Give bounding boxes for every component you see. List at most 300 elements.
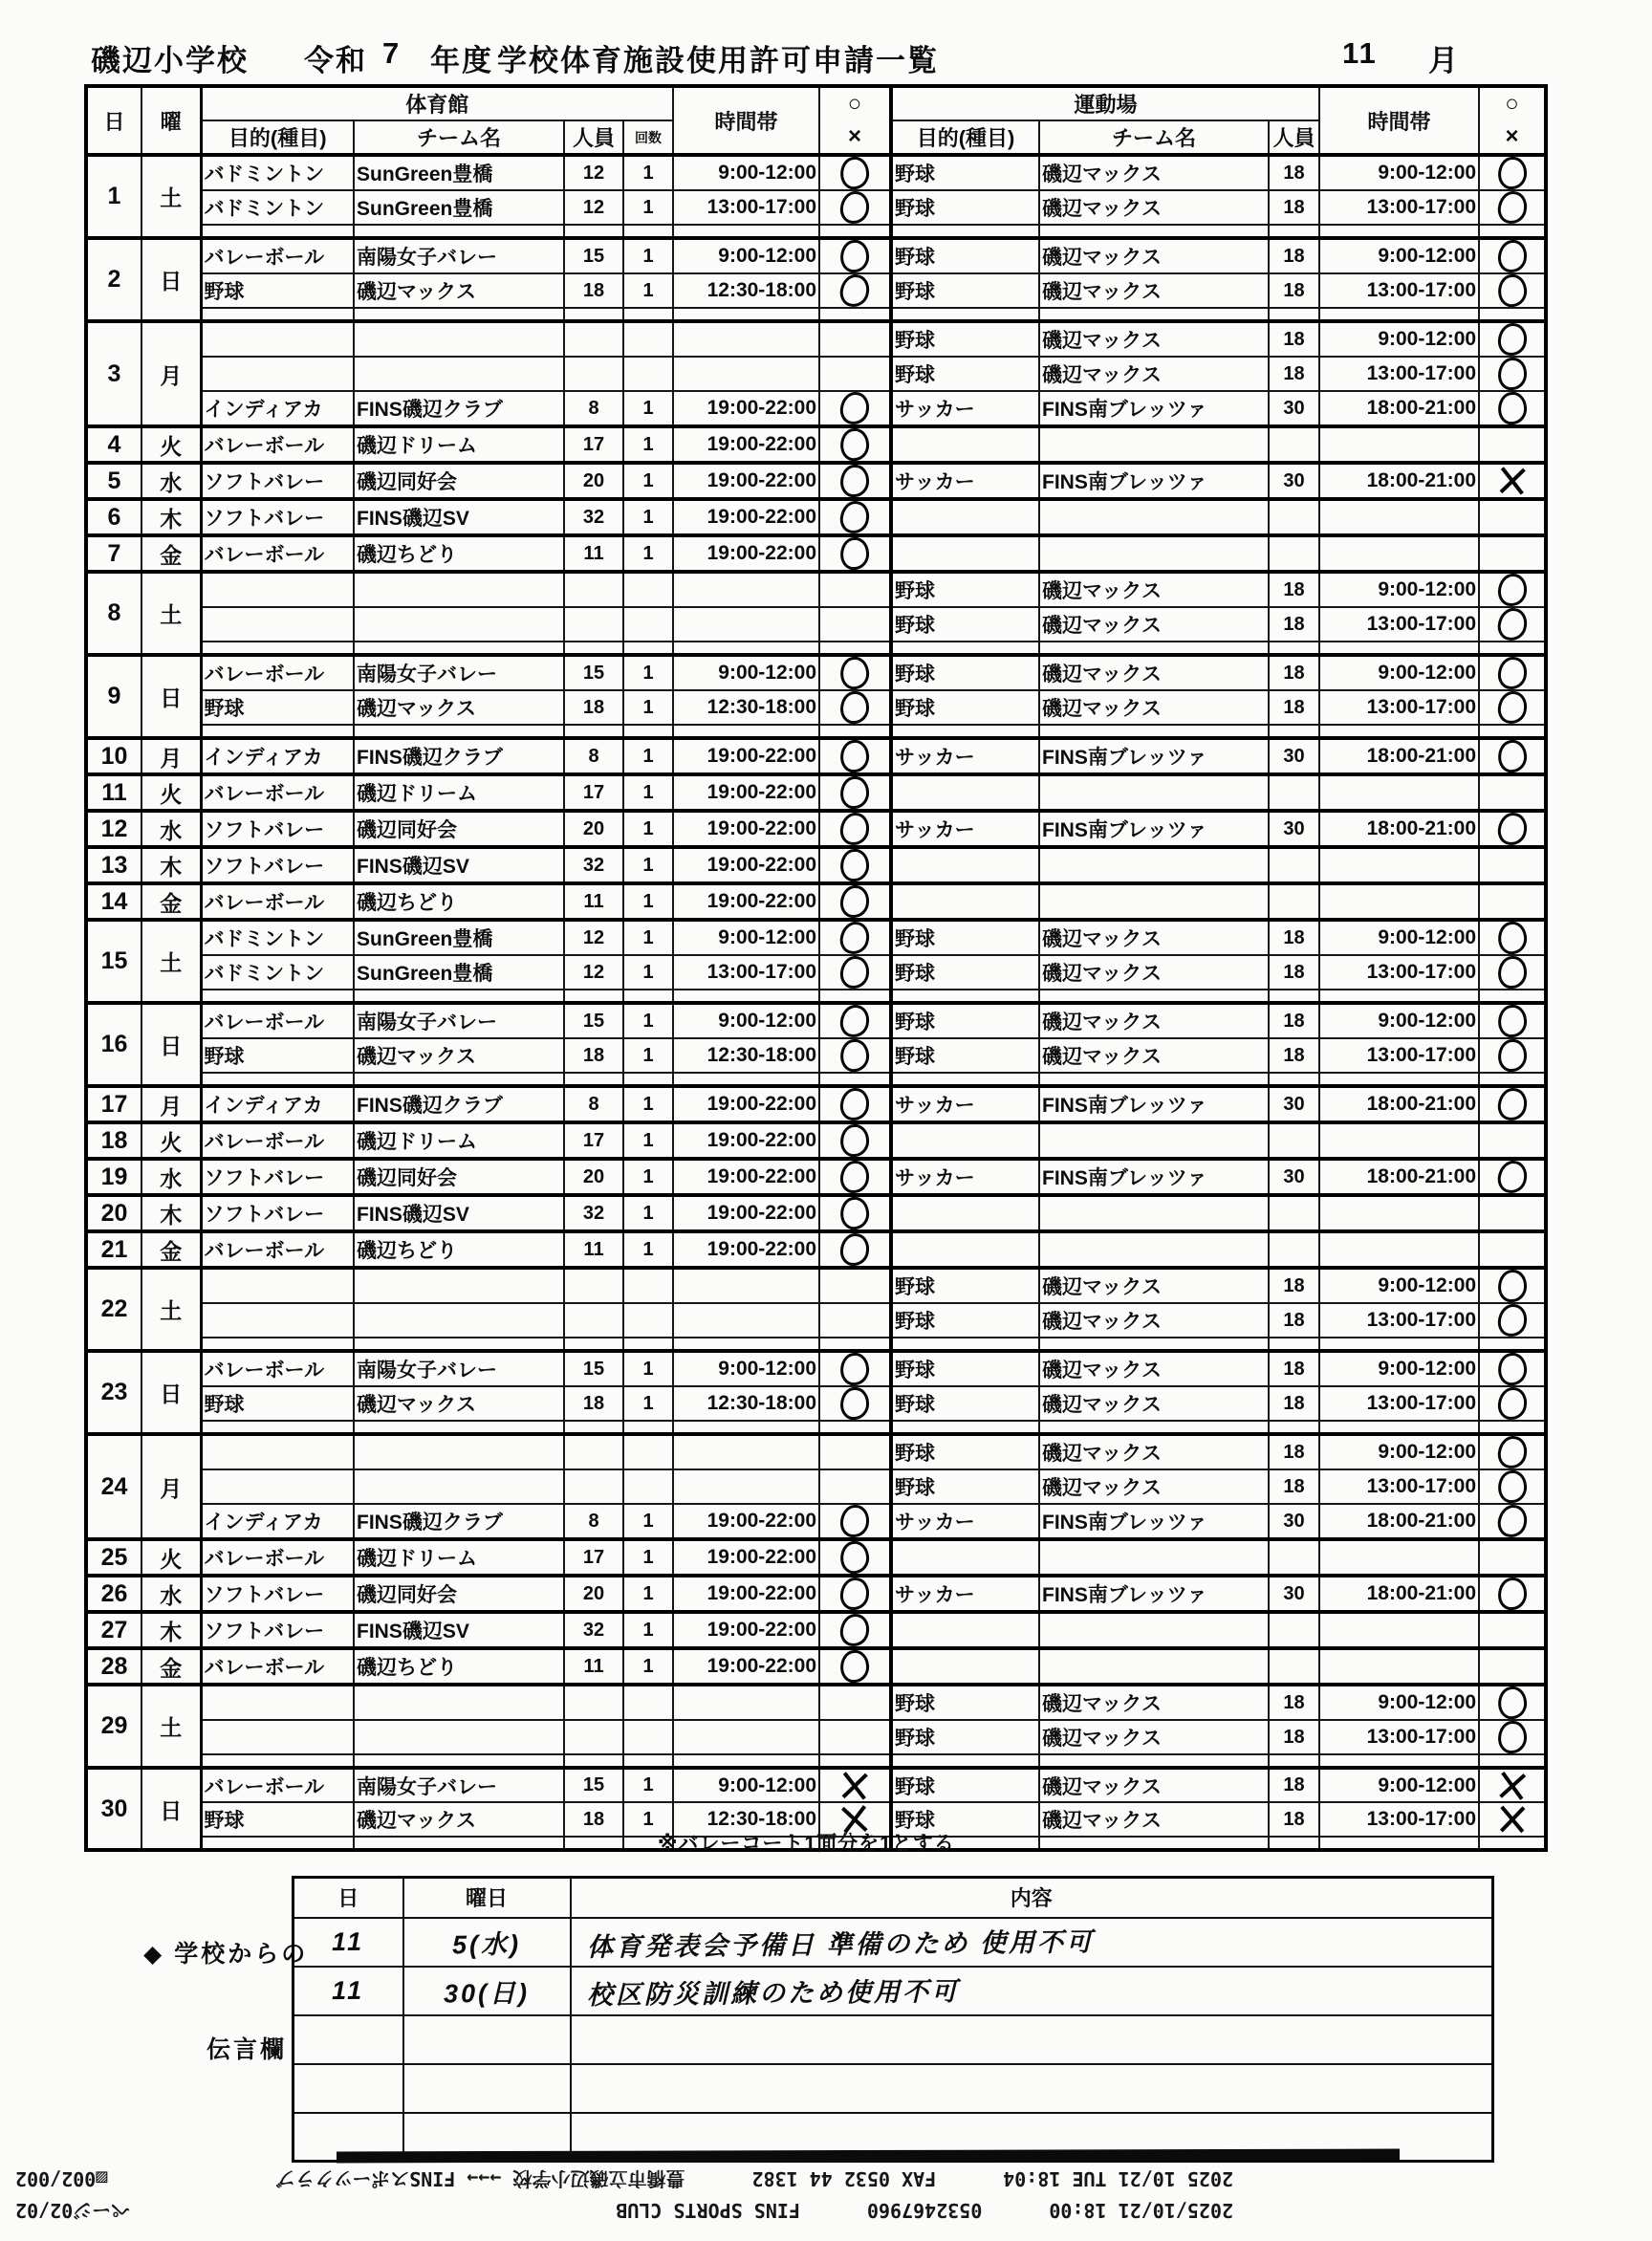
gym-people-cell: 32	[564, 1612, 623, 1648]
gym-team-cell: FINS磯辺クラブ	[354, 391, 564, 426]
gym-people-cell: 11	[564, 535, 623, 572]
gym-count-cell: 1	[623, 426, 673, 463]
ground-time-cell: 13:00-17:00	[1319, 690, 1479, 725]
gym-mark-cell	[819, 1303, 891, 1338]
gym-purpose-cell	[201, 642, 354, 655]
fax-footer-sender-line	[15, 2163, 1635, 2194]
ground-time-cell	[1319, 1231, 1479, 1268]
message-text: 5(水)	[451, 1929, 522, 1959]
message-table-body	[293, 1918, 1493, 2162]
gym-time-cell: 9:00-12:00	[673, 655, 819, 690]
gym-team-cell	[354, 1720, 564, 1754]
ground-purpose-cell	[891, 642, 1039, 655]
ground-mark-cell	[1479, 1648, 1546, 1685]
gym-count-cell	[623, 1754, 673, 1768]
ground-mark-cell	[1479, 847, 1546, 883]
day-cell: 24	[86, 1434, 141, 1539]
ground-time-cell: 9:00-12:00	[1319, 655, 1479, 690]
gym-team-cell: SunGreen豊橋	[354, 190, 564, 225]
approval-circle-mark	[839, 391, 871, 425]
gym-purpose-cell: バレーボール	[201, 1003, 354, 1038]
ground-purpose-cell: 野球	[891, 955, 1039, 990]
schedule-row	[86, 1268, 1546, 1303]
ground-people-cell: 18	[1269, 690, 1319, 725]
gym-mark-cell	[819, 642, 891, 655]
ground-purpose-cell	[891, 499, 1039, 535]
gym-time-cell	[673, 1685, 819, 1720]
gym-mark-cell	[819, 1231, 891, 1268]
ground-mark-cell	[1479, 1434, 1546, 1469]
gym-time-cell: 19:00-22:00	[673, 1576, 819, 1612]
gym-purpose-cell: インディアカ	[201, 1504, 354, 1539]
day-cell: 22	[86, 1268, 141, 1351]
gym-people-cell: 12	[564, 190, 623, 225]
gym-team-cell: 南陽女子バレー	[354, 1003, 564, 1038]
approval-circle-mark	[1497, 1269, 1527, 1302]
ground-mark-cell	[1479, 155, 1546, 190]
ground-purpose-cell: 野球	[891, 190, 1039, 225]
gym-mark-cell	[819, 725, 891, 738]
day-cell: 3	[86, 321, 141, 426]
gym-count-cell: 1	[623, 1195, 673, 1231]
ground-purpose-cell	[891, 535, 1039, 572]
gym-count-cell	[623, 642, 673, 655]
gym-time-cell	[673, 607, 819, 642]
ground-mark-cell	[1479, 607, 1546, 642]
message-row	[293, 2064, 1493, 2113]
gym-time-cell	[673, 1073, 819, 1086]
gym-count-cell: 1	[623, 535, 673, 572]
ground-team-cell: 磯辺マックス	[1039, 1268, 1269, 1303]
ground-purpose-cell	[891, 847, 1039, 883]
ground-team-cell	[1039, 774, 1269, 811]
ground-purpose-cell	[891, 308, 1039, 321]
day-cell: 18	[86, 1122, 141, 1159]
ground-mark-cell	[1479, 1802, 1546, 1837]
ground-time-cell: 9:00-12:00	[1319, 572, 1479, 607]
ground-purpose-cell: 野球	[891, 1351, 1039, 1386]
schedule-row	[86, 321, 1546, 357]
weekday-cell: 水	[141, 1159, 201, 1195]
ground-purpose-cell	[891, 1421, 1039, 1434]
gym-time-cell: 19:00-22:00	[673, 847, 819, 883]
ground-time-cell: 18:00-21:00	[1319, 1159, 1479, 1195]
ground-purpose-cell: 野球	[891, 1469, 1039, 1504]
gym-time-cell: 19:00-22:00	[673, 463, 819, 499]
gym-time-cell: 12:30-18:00	[673, 690, 819, 725]
gym-count-cell: 1	[623, 1576, 673, 1612]
rejection-x-mark	[1498, 1806, 1526, 1834]
gym-purpose-cell: 野球	[201, 273, 354, 308]
gym-people-cell: 18	[564, 690, 623, 725]
approval-circle-mark	[1497, 156, 1528, 190]
schedule-row	[86, 1195, 1546, 1231]
ground-team-cell	[1039, 1338, 1269, 1351]
gym-team-cell: FINS磯辺クラブ	[354, 738, 564, 774]
ground-people-cell: 18	[1269, 1303, 1319, 1338]
schedule-row	[86, 1351, 1546, 1386]
ground-people-cell: 30	[1269, 1086, 1319, 1122]
approval-circle-mark	[1496, 391, 1528, 425]
ground-people-cell	[1269, 1195, 1319, 1231]
ground-team-cell: FINS南ブレッツァ	[1039, 1086, 1269, 1122]
approval-circle-mark	[838, 1195, 871, 1231]
gym-purpose-cell	[201, 607, 354, 642]
gym-mark-cell	[819, 225, 891, 238]
gym-mark-cell	[819, 572, 891, 607]
approval-circle-mark	[1496, 1685, 1529, 1720]
gym-time-cell	[673, 321, 819, 357]
gym-people-cell	[564, 1837, 623, 1850]
ground-purpose-cell: 野球	[891, 607, 1039, 642]
gym-time-cell: 19:00-22:00	[673, 738, 819, 774]
gym-mark-cell	[819, 883, 891, 920]
gym-team-cell: 磯辺マックス	[354, 690, 564, 725]
ground-purpose-cell: 野球	[891, 1720, 1039, 1754]
approval-circle-mark	[838, 655, 871, 690]
gym-team-cell	[354, 1434, 564, 1469]
ground-people-cell	[1269, 642, 1319, 655]
schedule-row	[86, 273, 1546, 308]
gym-purpose-cell: バドミントン	[201, 920, 354, 955]
gym-people-cell	[564, 1338, 623, 1351]
gym-mark-cell	[819, 1351, 891, 1386]
ground-time-cell: 18:00-21:00	[1319, 738, 1479, 774]
ground-mark-cell	[1479, 535, 1546, 572]
gym-people-cell	[564, 607, 623, 642]
weekday-cell: 水	[141, 1576, 201, 1612]
schedule-row	[86, 690, 1546, 725]
schedule-row	[86, 1421, 1546, 1434]
approval-circle-mark	[1495, 1159, 1528, 1195]
gym-count-cell: 1	[623, 1038, 673, 1073]
schedule-row	[86, 1159, 1546, 1195]
ground-mark-cell	[1479, 1195, 1546, 1231]
gym-team-cell	[354, 642, 564, 655]
gym-count-cell: 1	[623, 155, 673, 190]
gym-count-cell: 1	[623, 1122, 673, 1159]
gym-purpose-cell: バドミントン	[201, 190, 354, 225]
weekday-cell: 月	[141, 738, 201, 774]
ground-purpose-cell: 野球	[891, 1268, 1039, 1303]
gym-count-cell	[623, 1303, 673, 1338]
gym-time-cell: 19:00-22:00	[673, 535, 819, 572]
gym-time-cell: 19:00-22:00	[673, 811, 819, 847]
ground-people-cell: 18	[1269, 1386, 1319, 1421]
day-cell: 7	[86, 535, 141, 572]
gym-count-cell: 1	[623, 1003, 673, 1038]
day-cell: 2	[86, 238, 141, 321]
message-row	[293, 2015, 1493, 2064]
gym-count-cell: 1	[623, 499, 673, 535]
gym-mark-cell	[819, 1469, 891, 1504]
ground-team-cell	[1039, 725, 1269, 738]
gym-time-cell	[673, 1754, 819, 1768]
gym-team-cell: 磯辺ドリーム	[354, 1122, 564, 1159]
gym-people-cell: 20	[564, 1159, 623, 1195]
gym-purpose-cell: バレーボール	[201, 1231, 354, 1268]
approval-circle-mark	[839, 955, 870, 990]
gym-count-cell: 1	[623, 391, 673, 426]
gym-count-cell: 1	[623, 847, 673, 883]
ground-team-cell: 磯辺マックス	[1039, 1351, 1269, 1386]
approval-circle-mark	[839, 848, 871, 882]
ground-time-cell	[1319, 1421, 1479, 1434]
ground-people-cell	[1269, 1539, 1319, 1576]
gym-time-cell: 9:00-12:00	[673, 920, 819, 955]
gym-team-cell: 磯辺ドリーム	[354, 1539, 564, 1576]
ground-purpose-cell: 野球	[891, 1768, 1039, 1802]
gym-mark-cell	[819, 535, 891, 572]
gym-time-cell: 19:00-22:00	[673, 1231, 819, 1268]
weekday-cell: 土	[141, 572, 201, 655]
ground-time-cell	[1319, 1539, 1479, 1576]
gym-time-cell	[673, 1469, 819, 1504]
schedule-row	[86, 1576, 1546, 1612]
ground-team-cell: 磯辺マックス	[1039, 1720, 1269, 1754]
gym-mark-cell	[819, 1003, 891, 1038]
ground-people-cell	[1269, 1073, 1319, 1086]
day-cell: 21	[86, 1231, 141, 1268]
ground-people-cell: 18	[1269, 1768, 1319, 1802]
gym-time-cell	[673, 725, 819, 738]
gym-mark-cell	[819, 1768, 891, 1802]
nendo-label: 年度	[430, 44, 493, 77]
message-text: 11	[332, 1926, 365, 1956]
schedule-row	[86, 1648, 1546, 1685]
gym-time-cell	[673, 225, 819, 238]
approval-circle-mark	[1496, 1303, 1528, 1338]
day-cell: 15	[86, 920, 141, 1003]
day-cell: 19	[86, 1159, 141, 1195]
gym-time-cell: 19:00-22:00	[673, 499, 819, 535]
gym-purpose-cell: バレーボール	[201, 1539, 354, 1576]
schedule-row	[86, 1612, 1546, 1648]
gym-mark-cell	[819, 1159, 891, 1195]
approval-circle-mark	[1496, 1469, 1528, 1504]
gym-people-cell: 12	[564, 955, 623, 990]
weekday-cell: 月	[141, 1434, 201, 1539]
schedule-row	[86, 1303, 1546, 1338]
day-cell: 27	[86, 1612, 141, 1648]
header-gym-ng-mark: ×	[819, 120, 891, 155]
ground-time-cell: 9:00-12:00	[1319, 238, 1479, 273]
gym-count-cell	[623, 572, 673, 607]
gym-mark-cell	[819, 190, 891, 225]
gym-people-cell	[564, 1685, 623, 1720]
message-weekday-cell	[403, 2064, 571, 2113]
gym-purpose-cell	[201, 1754, 354, 1768]
month-number: 11	[1342, 36, 1378, 70]
ground-purpose-cell: サッカー	[891, 1159, 1039, 1195]
ground-people-cell	[1269, 426, 1319, 463]
ground-team-cell	[1039, 1539, 1269, 1576]
ground-time-cell: 9:00-12:00	[1319, 321, 1479, 357]
gym-count-cell: 1	[623, 655, 673, 690]
ground-team-cell: FINS南ブレッツァ	[1039, 391, 1269, 426]
fax-receiver-name: FINS SPORTS CLUB	[616, 2199, 800, 2222]
ground-people-cell: 18	[1269, 273, 1319, 308]
ground-mark-cell	[1479, 655, 1546, 690]
era-year: 7	[382, 36, 402, 70]
ground-mark-cell	[1479, 1159, 1546, 1195]
ground-purpose-cell: サッカー	[891, 1504, 1039, 1539]
gym-mark-cell	[819, 1421, 891, 1434]
schedule-row	[86, 155, 1546, 190]
ground-team-cell: 磯辺マックス	[1039, 607, 1269, 642]
month-label: 月	[1428, 44, 1460, 77]
ground-purpose-cell	[891, 1754, 1039, 1768]
ground-people-cell	[1269, 1421, 1319, 1434]
gym-people-cell: 18	[564, 273, 623, 308]
gym-people-cell	[564, 308, 623, 321]
gym-time-cell: 9:00-12:00	[673, 1003, 819, 1038]
message-row	[293, 1918, 1493, 1967]
ground-time-cell: 18:00-21:00	[1319, 1504, 1479, 1539]
rejection-x-mark	[1498, 467, 1527, 495]
gym-time-cell: 9:00-12:00	[673, 1768, 819, 1802]
gym-team-cell	[354, 1685, 564, 1720]
gym-people-cell	[564, 1434, 623, 1469]
schedule-row	[86, 1086, 1546, 1122]
gym-mark-cell	[819, 238, 891, 273]
gym-purpose-cell: バレーボール	[201, 238, 354, 273]
gym-time-cell	[673, 990, 819, 1003]
ground-time-cell	[1319, 1195, 1479, 1231]
ground-purpose-cell	[891, 774, 1039, 811]
gym-team-cell: FINS磯辺SV	[354, 847, 564, 883]
gym-purpose-cell: 野球	[201, 1038, 354, 1073]
gym-count-cell: 1	[623, 1386, 673, 1421]
ground-people-cell: 18	[1269, 1268, 1319, 1303]
gym-people-cell: 17	[564, 1539, 623, 1576]
gym-time-cell: 12:30-18:00	[673, 1386, 819, 1421]
gym-mark-cell	[819, 155, 891, 190]
gym-count-cell: 1	[623, 774, 673, 811]
header-ground-people: 人員	[1269, 120, 1319, 155]
gym-count-cell	[623, 725, 673, 738]
gym-time-cell	[673, 1720, 819, 1754]
gym-time-cell: 19:00-22:00	[673, 1086, 819, 1122]
weekday-cell: 土	[141, 1685, 201, 1768]
gym-purpose-cell: ソフトバレー	[201, 811, 354, 847]
ground-mark-cell	[1479, 955, 1546, 990]
gym-purpose-cell: ソフトバレー	[201, 1159, 354, 1195]
gym-purpose-cell	[201, 725, 354, 738]
gym-time-cell: 19:00-22:00	[673, 1195, 819, 1231]
ground-time-cell	[1319, 1648, 1479, 1685]
ground-team-cell: 磯辺マックス	[1039, 273, 1269, 308]
weekday-cell: 金	[141, 883, 201, 920]
schedule-row	[86, 225, 1546, 238]
gym-people-cell	[564, 990, 623, 1003]
schedule-row	[86, 642, 1546, 655]
gym-people-cell	[564, 725, 623, 738]
gym-time-cell	[673, 1421, 819, 1434]
gym-count-cell: 1	[623, 463, 673, 499]
ground-mark-cell	[1479, 321, 1546, 357]
ground-team-cell: FINS南ブレッツァ	[1039, 1504, 1269, 1539]
message-text: 体育発表会予備日 準備のため 使用不可	[586, 1926, 1095, 1962]
gym-team-cell: 磯辺マックス	[354, 1386, 564, 1421]
ground-people-cell: 18	[1269, 1038, 1319, 1073]
gym-mark-cell	[819, 990, 891, 1003]
approval-circle-mark	[839, 190, 870, 225]
gym-team-cell: 南陽女子バレー	[354, 655, 564, 690]
ground-time-cell	[1319, 225, 1479, 238]
gym-team-cell: 磯辺ちどり	[354, 535, 564, 572]
gym-count-cell	[623, 990, 673, 1003]
header-ground-ng-mark: ×	[1479, 120, 1546, 155]
ground-people-cell: 18	[1269, 655, 1319, 690]
gym-mark-cell	[819, 463, 891, 499]
ground-time-cell: 9:00-12:00	[1319, 1434, 1479, 1469]
gym-team-cell	[354, 1073, 564, 1086]
gym-count-cell: 1	[623, 1802, 673, 1837]
gym-people-cell	[564, 357, 623, 391]
gym-mark-cell	[819, 774, 891, 811]
ground-people-cell	[1269, 1648, 1319, 1685]
schedule-row	[86, 1720, 1546, 1754]
ground-purpose-cell: 野球	[891, 1386, 1039, 1421]
ground-mark-cell	[1479, 1003, 1546, 1038]
approval-circle-mark	[1496, 690, 1528, 725]
schedule-row	[86, 1073, 1546, 1086]
day-cell: 30	[86, 1768, 141, 1850]
message-weekday-cell	[403, 2015, 571, 2064]
ground-time-cell	[1319, 308, 1479, 321]
gym-purpose-cell: バレーボール	[201, 1768, 354, 1802]
gym-team-cell	[354, 1421, 564, 1434]
approval-circle-mark	[1497, 656, 1528, 690]
gym-team-cell	[354, 357, 564, 391]
ground-people-cell	[1269, 1122, 1319, 1159]
ground-mark-cell	[1479, 225, 1546, 238]
ground-time-cell: 18:00-21:00	[1319, 391, 1479, 426]
gym-people-cell	[564, 1268, 623, 1303]
schedule-row	[86, 1768, 1546, 1802]
gym-mark-cell	[819, 1386, 891, 1421]
ground-time-cell: 9:00-12:00	[1319, 155, 1479, 190]
header-gym-time: 時間帯	[673, 86, 819, 155]
schedule-row	[86, 1231, 1546, 1268]
schedule-row	[86, 572, 1546, 607]
gym-count-cell: 1	[623, 1539, 673, 1576]
gym-time-cell: 12:30-18:00	[673, 1038, 819, 1073]
gym-purpose-cell: ソフトバレー	[201, 847, 354, 883]
ground-purpose-cell	[891, 1122, 1039, 1159]
gym-purpose-cell	[201, 225, 354, 238]
gym-time-cell: 19:00-22:00	[673, 391, 819, 426]
gym-count-cell: 1	[623, 920, 673, 955]
weekday-cell: 日	[141, 1003, 201, 1086]
gym-time-cell: 9:00-12:00	[673, 155, 819, 190]
ground-team-cell	[1039, 642, 1269, 655]
gym-people-cell: 32	[564, 1195, 623, 1231]
schedule-row	[86, 738, 1546, 774]
ground-mark-cell	[1479, 1386, 1546, 1421]
fax-sender-page: ▨002/002	[15, 2167, 108, 2190]
day-cell: 29	[86, 1685, 141, 1768]
day-cell: 8	[86, 572, 141, 655]
gym-people-cell	[564, 321, 623, 357]
approval-circle-mark	[839, 1004, 871, 1038]
weekday-cell: 木	[141, 1195, 201, 1231]
gym-purpose-cell: バドミントン	[201, 155, 354, 190]
schedule-row	[86, 1122, 1546, 1159]
ground-time-cell: 9:00-12:00	[1319, 1685, 1479, 1720]
gym-mark-cell	[819, 1504, 891, 1539]
